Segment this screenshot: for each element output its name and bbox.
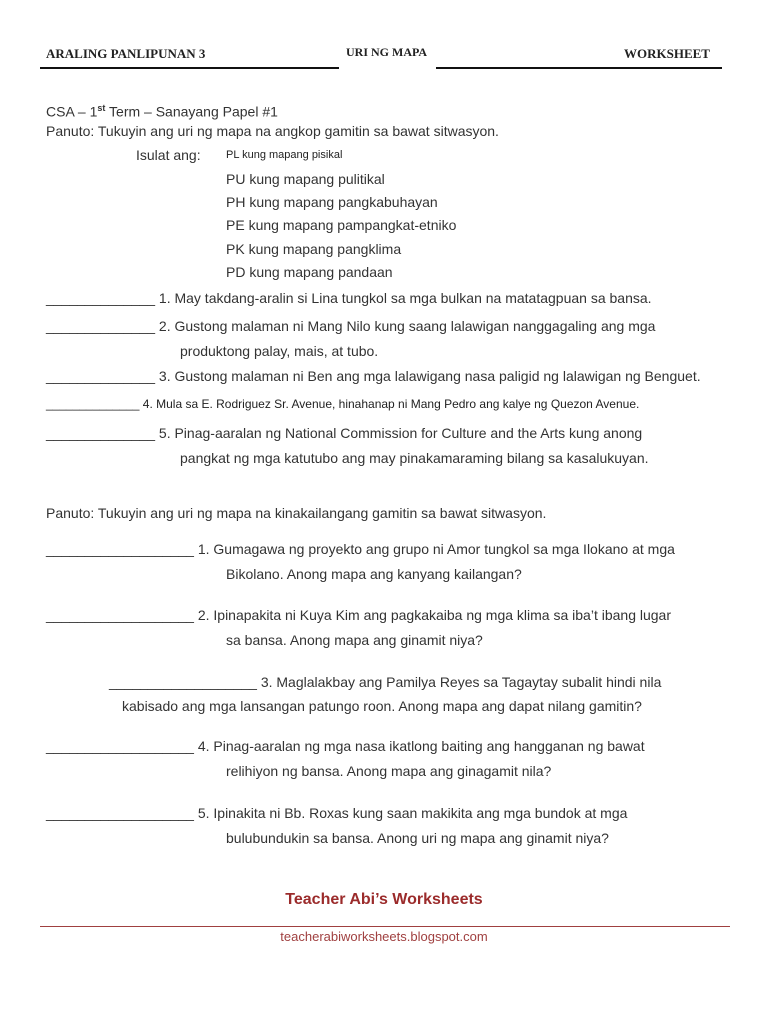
answer-blank[interactable]: ___________________ [109, 674, 257, 690]
part2-item-4-cont: relihiyon ng bansa. Anong mapa ang ginagamit nila? [226, 763, 552, 779]
code-pl: PL kung mapang pisikal [226, 149, 343, 161]
worksheet-label: WORKSHEET [624, 46, 710, 61]
panuto-1: Panuto: Tukuyin ang uri ng mapa na angkop gamitin sa bawat sitwasyon. [46, 123, 499, 139]
header-rule-left [40, 67, 339, 69]
brand-title: Teacher Abi’s Worksheets [285, 891, 483, 908]
panuto-2: Panuto: Tukuyin ang uri ng mapa na kinakailangang gamitin sa bawat sitwasyon. [46, 505, 547, 521]
part1-item-4: ______________ 4. Mula sa E. Rodriguez Sr. Avenue, hinahanap ni Mang Pedro ang kalye ng Quezon Avenue. [46, 397, 640, 411]
part1-item-2: ______________ 2. Gustong malaman ni Mang Nilo kung saang lalawigan nanggagaling ang mga [46, 318, 656, 334]
answer-blank[interactable]: ______________ [46, 318, 156, 334]
blog-url[interactable]: teacherabiworksheets.blogspot.com [280, 929, 488, 944]
isulat-label: Isulat ang: [136, 147, 201, 163]
code-pk: PK kung mapang pangklima [226, 241, 402, 257]
answer-blank[interactable]: ______________ [46, 368, 156, 384]
code-ph: PH kung mapang pangkabuhayan [226, 194, 438, 210]
term-line: CSA – 1st Term – Sanayang Papel #1 [46, 103, 278, 120]
footer-rule [40, 926, 730, 927]
part2-item-5-cont: bulubundukin sa bansa. Anong uri ng mapa ang ginamit niya? [226, 830, 609, 846]
code-pe: PE kung mapang pampangkat-etniko [226, 217, 457, 233]
header-rule-right [436, 67, 722, 69]
part1-item-3: ______________ 3. Gustong malaman ni Ben ang mga lalawigang nasa paligid ng lalawigan ng Benguet. [46, 368, 701, 384]
part2-item-3: ___________________ 3. Maglalakbay ang Pamilya Reyes sa Tagaytay subalit hindi nila [109, 674, 662, 690]
part1-item-5: ______________ 5. Pinag-aaralan ng National Commission for Culture and the Arts kung anong [46, 425, 643, 441]
part2-item-4: ___________________ 4. Pinag-aaralan ng mga nasa ikatlong baiting ang hangganan ng bawat [46, 738, 645, 754]
answer-blank[interactable]: ___________________ [46, 541, 194, 557]
subject-title: ARALING PANLIPUNAN 3 [46, 46, 206, 61]
part1-item-2-cont: produktong palay, mais, at tubo. [180, 343, 379, 359]
answer-blank[interactable]: ___________________ [46, 607, 194, 623]
topic-title: URI NG MAPA [346, 45, 428, 59]
answer-blank[interactable]: ______________ [46, 397, 140, 411]
part2-item-1: ___________________ 1. Gumagawa ng proyekto ang grupo ni Amor tungkol sa mga Ilokano at mga [46, 541, 675, 557]
answer-blank[interactable]: ___________________ [46, 738, 194, 754]
answer-blank[interactable]: ______________ [46, 425, 156, 441]
code-pu: PU kung mapang pulitikal [226, 171, 385, 187]
part1-item-1: ______________ 1. May takdang-aralin si Lina tungkol sa mga bulkan na matatagpuan sa bansa. [46, 290, 652, 306]
code-pd: PD kung mapang pandaan [226, 264, 393, 280]
part2-item-3-cont: kabisado ang mga lansangan patungo roon. Anong mapa ang dapat nilang gamitin? [122, 698, 642, 714]
part2-item-1-cont: Bikolano. Anong mapa ang kanyang kailangan? [226, 566, 522, 582]
part2-item-5: ___________________ 5. Ipinakita ni Bb. Roxas kung saan makikita ang mga bundok at mga [46, 805, 628, 821]
answer-blank[interactable]: ______________ [46, 290, 156, 306]
answer-blank[interactable]: ___________________ [46, 805, 194, 821]
part2-item-2-cont: sa bansa. Anong mapa ang ginamit niya? [226, 632, 483, 648]
part1-item-5-cont: pangkat ng mga katutubo ang may pinakamaraming bilang sa kasalukuyan. [180, 450, 649, 466]
part2-item-2: ___________________ 2. Ipinapakita ni Kuya Kim ang pagkakaiba ng mga klima sa iba’t ibang lugar [46, 607, 672, 623]
